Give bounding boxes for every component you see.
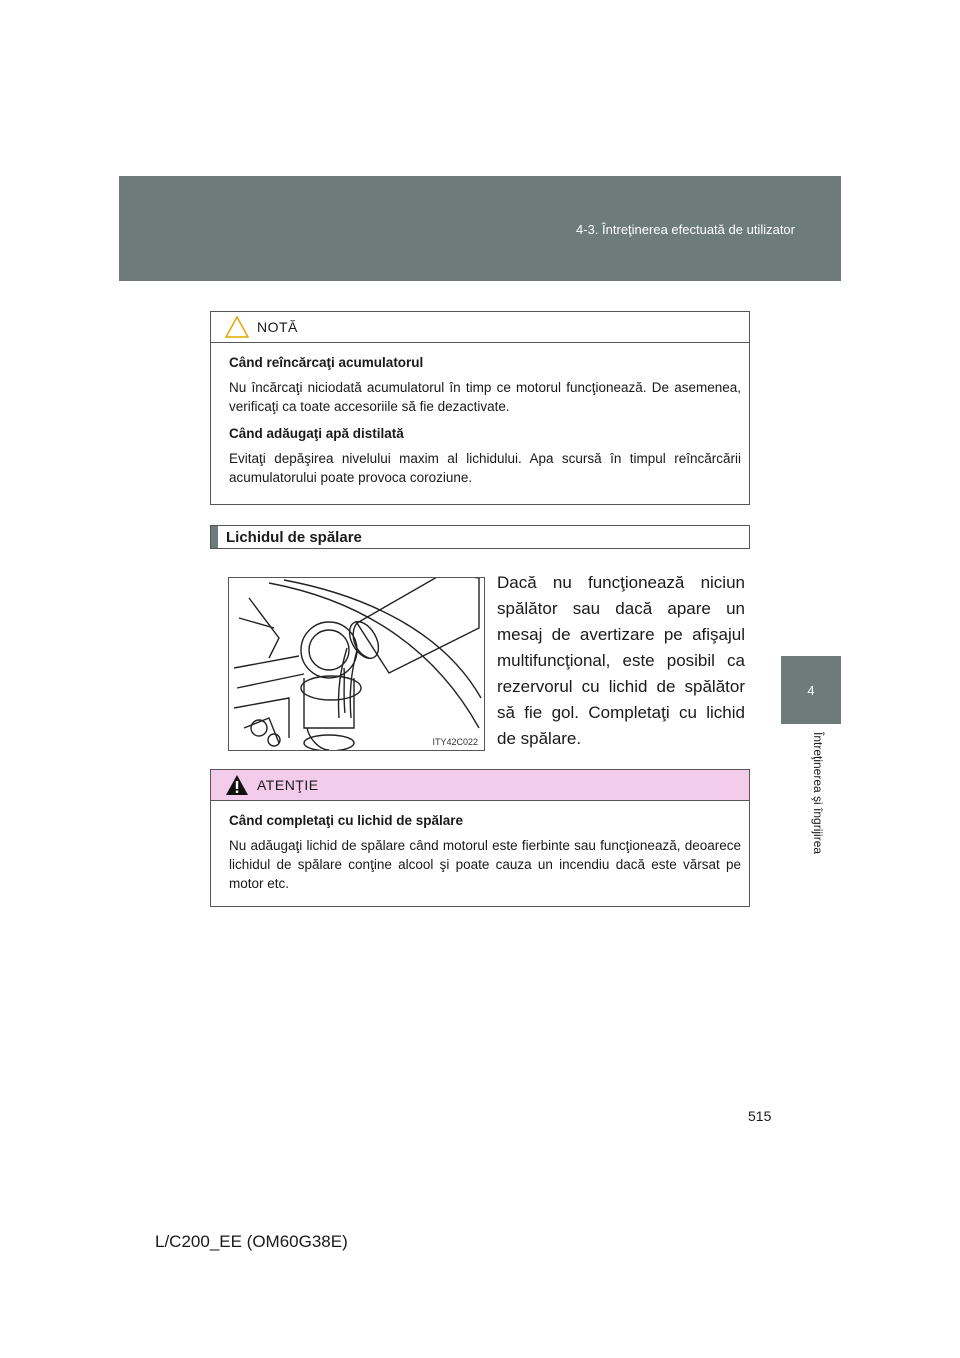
note-subheading: Când adăugaţi apă distilată — [229, 426, 404, 441]
caution-box — [210, 769, 750, 907]
note-title: NOTĂ — [257, 319, 298, 335]
header-band — [119, 176, 841, 281]
section-heading-text: Lichidul de spălare — [226, 528, 362, 546]
chapter-tab — [781, 656, 841, 724]
caution-text: Nu adăugaţi lichid de spălare când motorul este fierbinte sau funcţionează, deoarece lichidul de spălare conţine alcool şi poate cauza un incendiu dacă este vărsat pe motor etc. — [229, 838, 741, 891]
section-heading-bar — [211, 526, 218, 548]
warning-filled-icon — [225, 774, 249, 796]
caution-header — [211, 770, 749, 801]
chapter-number: 4 — [807, 682, 815, 698]
note-box — [210, 311, 750, 505]
document-code: L/C200_EE (OM60G38E) — [155, 1232, 348, 1251]
illustration-code: ITY42C022 — [432, 737, 478, 747]
caution-title: ATENŢIE — [257, 777, 319, 793]
page-number: 515 — [748, 1108, 772, 1124]
warning-outline-icon — [225, 316, 249, 338]
pouring-fluid-drawing — [229, 578, 484, 750]
chapter-label: Întreţinerea şi îngrijirea — [811, 732, 825, 855]
note-subheading: Când reîncărcaţi acumulatorul — [229, 355, 424, 370]
caution-body — [211, 801, 749, 913]
note-text: Nu încărcaţi niciodată acumulatorul în timp ce motorul funcţionează. De asemenea, verificaţi ca toate accesoriile să fie dezactivate. — [229, 380, 741, 414]
note-text: Evitaţi depăşirea nivelului maxim al lichidului. Apa scursă în timpul reîncărcării acumulatorului poate provoca coroziune. — [229, 451, 741, 485]
section-body-text: Dacă nu funcţionează niciun spălător sau dacă apare un mesaj de avertizare pe afişajul multifuncţional, este posibil ca rezervorul cu lichid de spălător să fie gol. Completaţi cu lichid de spălare. — [497, 573, 745, 748]
section-title: 4-3. Întreţinerea efectuată de utilizator — [576, 222, 795, 237]
note-header — [211, 312, 749, 343]
section-heading — [210, 525, 750, 549]
washer-fluid-illustration — [228, 577, 485, 751]
note-body — [211, 343, 749, 507]
caution-subheading: Când completaţi cu lichid de spălare — [229, 813, 464, 828]
